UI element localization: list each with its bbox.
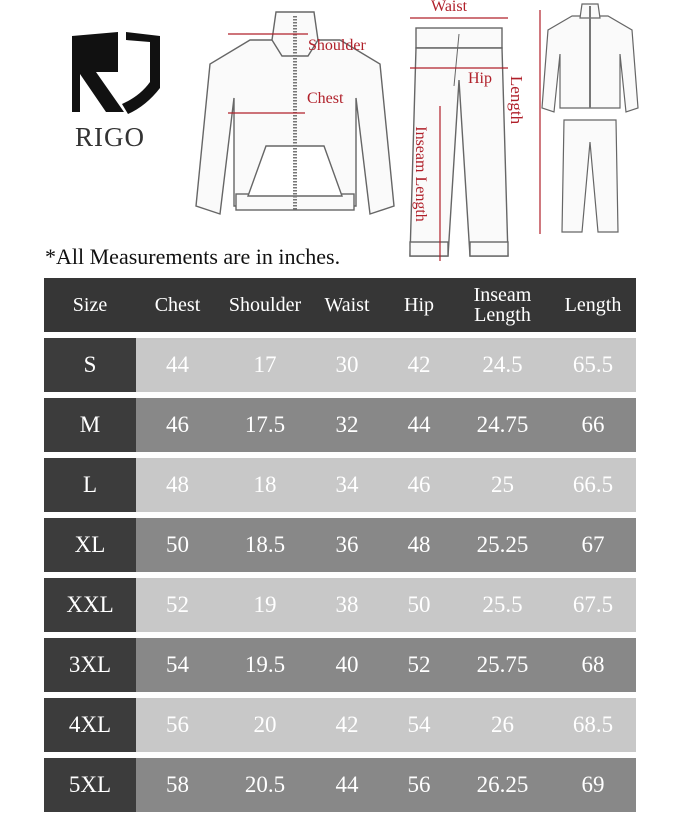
cell-size-value: 5XL: [68, 772, 112, 797]
cell-inseam-length-value: 24.75: [476, 412, 529, 437]
cell-length: [550, 698, 636, 752]
cell-hip: [383, 518, 455, 572]
cell-inseam-length-value: 25.25: [476, 532, 529, 557]
cell-size-value: S: [83, 352, 97, 377]
hip-label: Hip: [468, 70, 492, 87]
header-hip: Hip: [383, 278, 455, 332]
cell-inseam-length: [455, 398, 550, 452]
cell-size-value: 4XL: [68, 712, 112, 737]
cell-hip-value: 56: [407, 772, 431, 797]
cell-waist-value: 40: [335, 652, 359, 677]
cell-size: [44, 518, 136, 572]
cell-inseam-length-value: 25.5: [482, 592, 523, 617]
cell-length: [550, 578, 636, 632]
cell-shoulder: [219, 638, 311, 692]
cell-hip-value: 54: [407, 712, 431, 737]
cell-size: [44, 638, 136, 692]
cell-shoulder-value: 19: [253, 592, 277, 617]
table-header-row: [44, 278, 636, 332]
cell-size-value: XL: [74, 532, 106, 557]
cell-waist: [311, 398, 383, 452]
cell-chest: [136, 398, 219, 452]
cell-shoulder-value: 17: [253, 352, 277, 377]
cell-size-value: XXL: [66, 592, 114, 617]
cell-hip: [383, 338, 455, 392]
cell-size: [44, 398, 136, 452]
cell-chest: [136, 458, 219, 512]
cell-chest-value: 46: [166, 412, 189, 437]
cell-shoulder: [219, 398, 311, 452]
cell-waist: [311, 578, 383, 632]
cell-chest-value: 48: [166, 472, 189, 497]
cell-hip-value: 44: [407, 412, 431, 437]
cell-waist: [311, 518, 383, 572]
header-chest: Chest: [136, 278, 219, 332]
rigo-logo-icon: [66, 28, 166, 118]
size-chart-table: [44, 272, 636, 818]
cell-hip-value: 46: [407, 472, 431, 497]
cell-hip: [383, 698, 455, 752]
table-row: [44, 758, 636, 812]
measurement-note: *All Measurements are in inches.: [45, 244, 341, 269]
length-label: Length: [507, 75, 527, 125]
cell-chest: [136, 638, 219, 692]
cell-size-value: L: [82, 472, 98, 497]
waist-label: Waist: [431, 0, 468, 15]
cell-hip: [383, 758, 455, 812]
cell-shoulder: [219, 578, 311, 632]
cell-waist-value: 42: [335, 712, 359, 737]
table-row: [44, 398, 636, 452]
cell-hip: [383, 398, 455, 452]
cell-length: [550, 338, 636, 392]
header-size: Size: [44, 278, 136, 332]
header-shoulder: Shoulder: [219, 278, 311, 332]
chest-label: Chest: [307, 90, 344, 107]
cell-length-value: 69: [581, 772, 605, 797]
cell-shoulder: [219, 458, 311, 512]
cell-shoulder-value: 18: [253, 472, 277, 497]
full-outfit-illustration: [534, 2, 644, 238]
cell-shoulder: [219, 338, 311, 392]
cell-length: [550, 398, 636, 452]
table-row: [44, 698, 636, 752]
cell-length-value: 67.5: [572, 592, 614, 617]
table-row: [44, 578, 636, 632]
cell-chest: [136, 698, 219, 752]
cell-waist-value: 36: [335, 532, 359, 557]
cell-shoulder-value: 20.5: [244, 772, 286, 797]
cell-hip: [383, 638, 455, 692]
cell-shoulder-value: 18.5: [244, 532, 286, 557]
table-row: [44, 338, 636, 392]
header-inseam-length: [455, 278, 550, 332]
cell-chest-value: 44: [166, 352, 189, 377]
cell-length-value: 65.5: [572, 352, 614, 377]
cell-chest-value: 58: [166, 772, 189, 797]
cell-shoulder: [219, 518, 311, 572]
cell-chest-value: 52: [166, 592, 189, 617]
cell-waist-value: 38: [335, 592, 359, 617]
cell-waist: [311, 638, 383, 692]
cell-length-value: 68.5: [572, 712, 614, 737]
cell-inseam-length-value: 24.5: [482, 352, 523, 377]
jacket-illustration: [190, 6, 400, 221]
cell-size-value: M: [79, 412, 101, 437]
cell-inseam-length-value: 26: [491, 712, 514, 737]
cell-length: [550, 758, 636, 812]
cell-hip-value: 42: [407, 352, 431, 377]
cell-waist: [311, 458, 383, 512]
cell-hip: [383, 458, 455, 512]
cell-chest: [136, 578, 219, 632]
cell-inseam-length: [455, 758, 550, 812]
cell-shoulder-value: 20: [253, 712, 277, 737]
shoulder-label: Shoulder: [308, 37, 366, 54]
table-row: [44, 518, 636, 572]
header-inseam-line1: Inseam: [473, 284, 532, 306]
cell-waist: [311, 338, 383, 392]
cell-size: [44, 758, 136, 812]
cell-length: [550, 518, 636, 572]
cell-inseam-length: [455, 578, 550, 632]
cell-length: [550, 458, 636, 512]
table-row: [44, 458, 636, 512]
cell-inseam-length: [455, 698, 550, 752]
table-row: [44, 638, 636, 692]
cell-inseam-length-value: 26.25: [476, 772, 529, 797]
cell-chest-value: 56: [166, 712, 189, 737]
cell-size: [44, 338, 136, 392]
cell-inseam-length: [455, 638, 550, 692]
cell-chest: [136, 338, 219, 392]
cell-inseam-length: [455, 338, 550, 392]
inseam-label: Inseam Length: [411, 126, 429, 222]
cell-size: [44, 698, 136, 752]
cell-hip: [383, 578, 455, 632]
cell-chest-value: 54: [166, 652, 189, 677]
cell-shoulder-value: 17.5: [244, 412, 286, 437]
cell-shoulder-value: 19.5: [244, 652, 286, 677]
cell-waist-value: 44: [335, 772, 359, 797]
header-length: Length: [550, 278, 636, 332]
cell-chest: [136, 758, 219, 812]
cell-inseam-length-value: 25.75: [476, 652, 529, 677]
cell-length-value: 68: [581, 652, 605, 677]
cell-inseam-length: [455, 518, 550, 572]
cell-shoulder: [219, 758, 311, 812]
cell-waist: [311, 758, 383, 812]
cell-shoulder: [219, 698, 311, 752]
cell-hip-value: 52: [407, 652, 431, 677]
cell-waist: [311, 698, 383, 752]
brand-name: RIGO: [75, 122, 145, 152]
cell-inseam-length-value: 25: [491, 472, 514, 497]
cell-inseam-length: [455, 458, 550, 512]
cell-chest-value: 50: [166, 532, 189, 557]
cell-length-value: 66.5: [572, 472, 614, 497]
cell-length-value: 66: [581, 412, 605, 437]
cell-length-value: 67: [581, 532, 605, 557]
cell-waist-value: 34: [335, 472, 359, 497]
product-illustration-area: [0, 0, 683, 245]
header-waist: Waist: [311, 278, 383, 332]
cell-hip-value: 50: [407, 592, 431, 617]
cell-length: [550, 638, 636, 692]
cell-waist-value: 30: [335, 352, 359, 377]
cell-size-value: 3XL: [68, 652, 112, 677]
cell-waist-value: 32: [335, 412, 359, 437]
cell-size: [44, 458, 136, 512]
cell-size: [44, 578, 136, 632]
cell-hip-value: 48: [407, 532, 431, 557]
cell-chest: [136, 518, 219, 572]
header-inseam-line2: Length: [474, 304, 531, 326]
